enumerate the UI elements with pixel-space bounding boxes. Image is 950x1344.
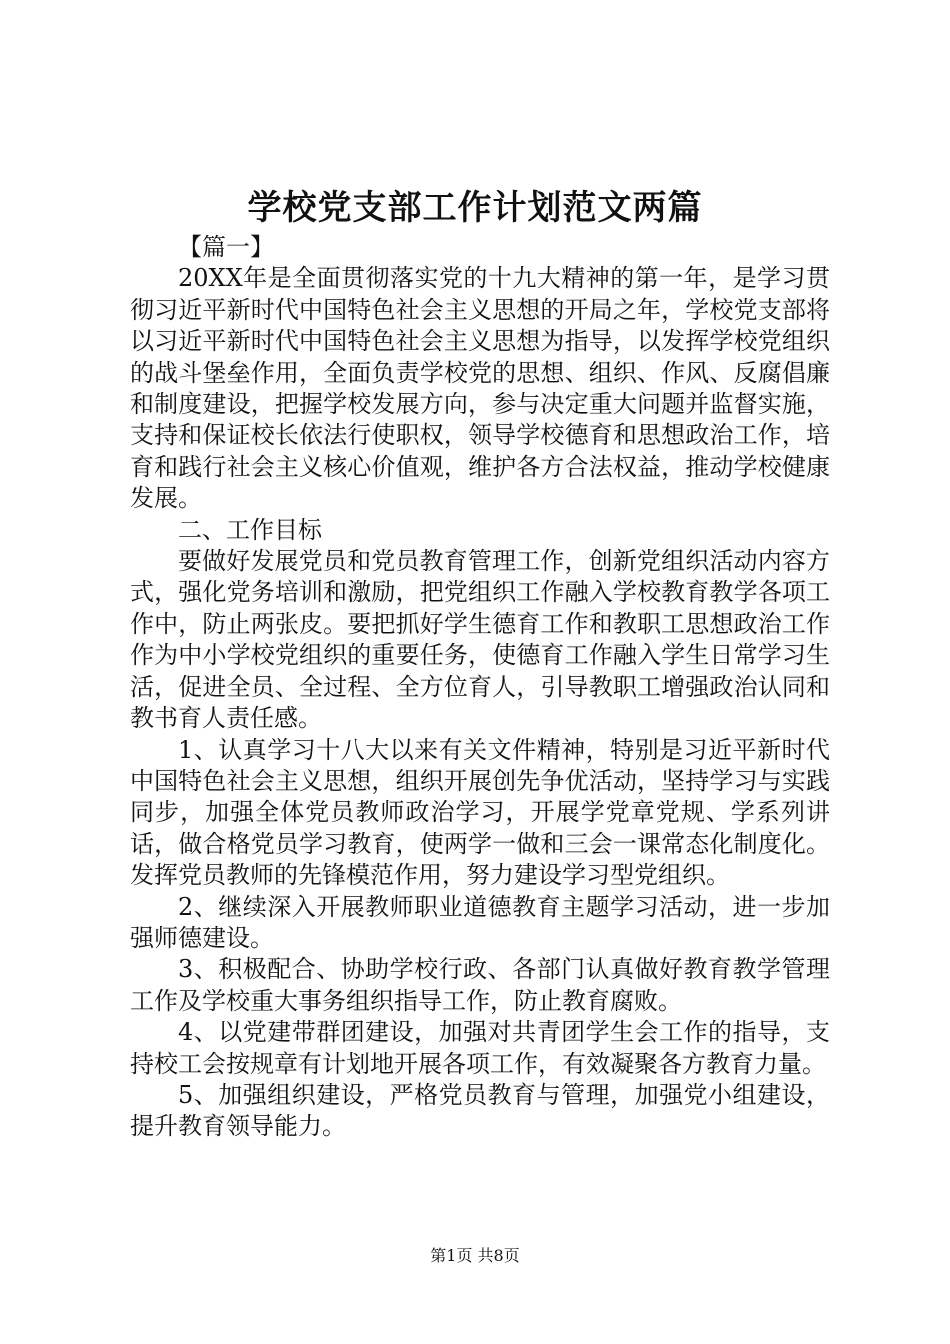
paragraph-goals: 要做好发展党员和党员教育管理工作，创新党组织活动内容方式，强化党务培训和激励，把党组织工作融入学校教育教学各项工作中，防止两张皮。要把抓好学生德育工作和教职工思想政治工作作为中小学校党组织的重要任务，使德育工作融入学生日常学习生活，促进全员、全过程、全方位育人，引导教职工增强政治认同和教书育人责任感。 <box>130 547 830 733</box>
document-title: 学校党支部工作计划范文两篇 <box>247 188 703 228</box>
list-item-4: 4、以党建带群团建设，加强对共青团学生会工作的指导，支持校工会按规章有计划地开展各项工作，有效凝聚各方教育力量。 <box>130 1018 830 1078</box>
section-heading: 二、工作目标 <box>178 515 322 544</box>
section-marker: 【篇一】 <box>178 233 274 261</box>
list-item-3: 3、积极配合、协助学校行政、各部门认真做好教育教学管理工作及学校重大事务组织指导工作，防止教育腐败。 <box>130 955 830 1015</box>
list-item-1: 1、认真学习十八大以来有关文件精神，特别是习近平新时代中国特色社会主义思想，组织开展创先争优活动，坚持学习与实践同步，加强全体党员教师政治学习，开展学党章党规、学系列讲话，做合格党员学习教育，使两学一做和三会一课常态化制度化。发挥党员教师的先锋模范作用，努力建设学习型党组织。 <box>130 735 830 890</box>
list-item-5: 5、加强组织建设，严格党员教育与管理，加强党小组建设，提升教育领导能力。 <box>130 1080 830 1141</box>
list-item-2: 2、继续深入开展教师职业道德教育主题学习活动，进一步加强师德建设。 <box>130 892 830 952</box>
paragraph-intro: 20XX年是全面贯彻落实党的十九大精神的第一年，是学习贯彻习近平新时代中国特色社会主义思想的开局之年，学校党支部将以习近平新时代中国特色社会主义思想为指导，以发挥学校党组织的战斗堡垒作用，全面负责学校党的思想、组织、作风、反腐倡廉和制度建设，把握学校发展方向，参与决定重大问题并监督实施，支持和保证校长依法行使职权，领导学校德育和思想政治工作，培育和践行社会主义核心价值观，维护各方合法权益，推动学校健康发展。 <box>130 264 830 513</box>
page-number-footer: 第1页 共8页 <box>430 1246 520 1265</box>
document-body <box>130 232 830 1143</box>
